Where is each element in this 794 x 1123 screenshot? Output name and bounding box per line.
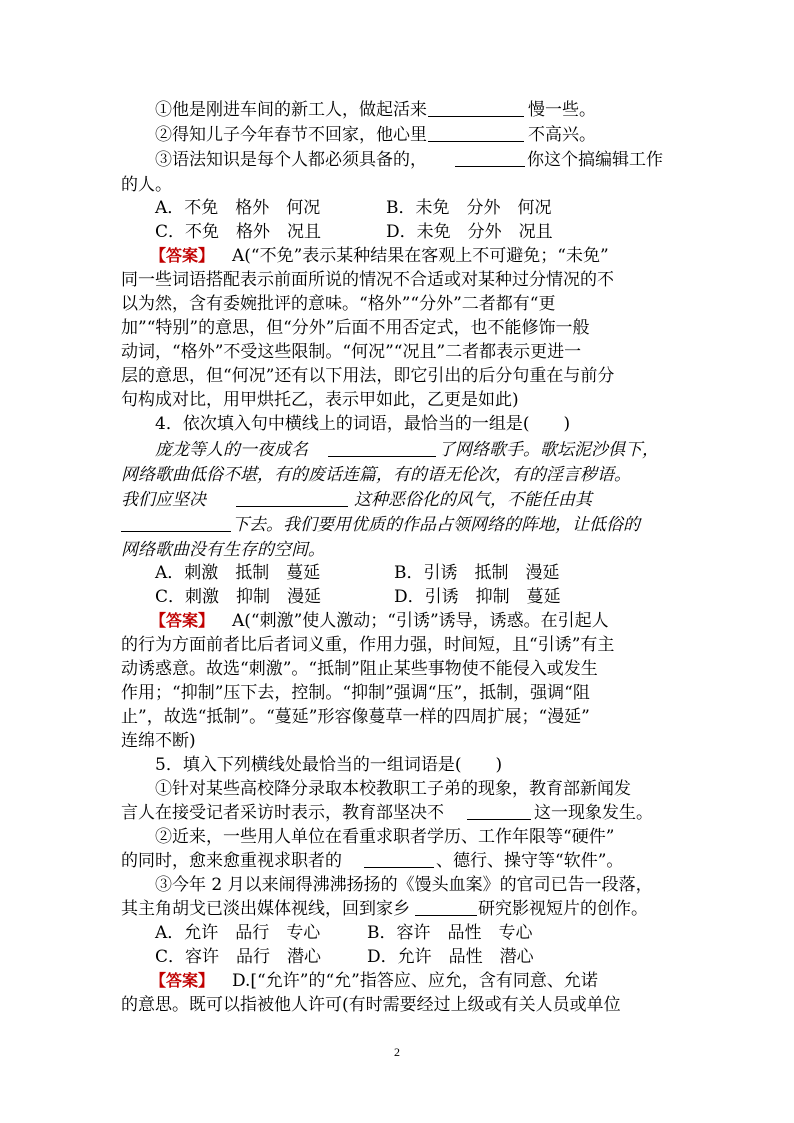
blank-line	[121, 513, 231, 532]
option-a: A．不免 格外 何况	[155, 198, 321, 218]
q4-stem: 4．依次填入句中横线上的词语，最恰当的一组是( )	[155, 414, 571, 434]
q5-answer-line-1: 【答案】 D.[“允许”的“允”指答应、应允，含有同意、允诺	[150, 971, 598, 991]
option-c: C．不免 格外 况且	[155, 222, 322, 242]
blank-line	[328, 438, 436, 457]
page-number: 2	[394, 1045, 400, 1059]
q4-passage-line-3: 我们应坚决 这种恶俗化的风气，不能任由其	[121, 490, 592, 510]
blank-line	[236, 488, 348, 507]
option-d: D．允许 品性 潜心	[367, 947, 534, 967]
q4-passage-line-4: 下去。我们要用优质的作品占领网络的阵地，让低俗的	[0, 513, 794, 537]
q5-sentence-3: ③今年 2 月以来闹得沸沸扬扬的《馒头血案》的官司已告一段落，	[155, 875, 653, 895]
blank-line	[428, 98, 524, 117]
q4-options-row-1	[0, 561, 794, 585]
q4-answer-line-5: 止”，故选“抵制”。“蔓延”形容像蔓草一样的四周扩展；“漫延”	[121, 707, 590, 727]
q3-sentence-3-cont: 的人。	[121, 175, 172, 195]
option-a: A．允许 品行 专心	[155, 923, 321, 943]
answer-tag: 【答案】	[150, 246, 215, 265]
q3-answer-line-3: 以为然，含有委婉批评的意味。“格外”“分外”二者都有“更	[121, 294, 556, 314]
q3-answer-line-1: 【答案】 A(“不免”表示某种结果在客观上不可避免；“未免”	[150, 246, 609, 266]
q5-sentence-3-cont: 其主角胡戈已淡出媒体视线，回到家乡 研究影视短片的创作。	[121, 899, 648, 919]
option-c: C．容许 品行 潜心	[155, 947, 322, 967]
q5-sentence-1: ①针对某些高校降分录取本校教职工子弟的现象，教育部新闻发	[155, 779, 631, 799]
q4-passage-line-2: 网络歌曲低俗不堪，有的废话连篇，有的语无伦次，有的淫言秽语。	[121, 465, 631, 485]
q5-options-row-1	[0, 921, 794, 945]
option-b: B．未免 分外 何况	[386, 198, 552, 218]
blank-line	[467, 801, 531, 820]
option-d: D．未免 分外 况且	[386, 222, 553, 242]
q3-sentence-2: ②得知儿子今年春节不回家，他心里 不高兴。	[155, 125, 596, 145]
q5-sentence-2-cont: 的同时，愈来愈重视求职者的 、德行、操守等“软件”。	[121, 851, 624, 871]
blank-line	[428, 123, 524, 142]
blank-line	[455, 148, 525, 167]
q3-sentence-1	[0, 98, 794, 122]
q3-options-row-1	[0, 196, 794, 220]
q3-answer-line-4: 加”“特别”的意思，但“分外”后面不用否定式，也不能修饰一般	[121, 318, 590, 338]
option-d: D．引诱 抑制 蔓延	[394, 587, 561, 607]
q3-sentence-3: ③语法知识是每个人都必须具备的， 你这个搞编辑工作	[155, 150, 663, 170]
option-c: C．刺激 抑制 漫延	[155, 587, 322, 607]
option-b: B．引诱 抵制 漫延	[394, 563, 560, 583]
q3-s1-tail: 慢一些。	[528, 100, 596, 120]
q5-answer-line-2: 的意思。既可以指被他人许可(有时需要经过上级或有关人员或单位	[121, 995, 621, 1015]
q4-passage-line-5: 网络歌曲没有生存的空间。	[121, 540, 325, 560]
option-a: A．刺激 抵制 蔓延	[155, 563, 321, 583]
q4-answer-line-3: 动诱惑意。故选“刺激”。“抵制”阻止某些事物使不能侵入或发生	[121, 659, 598, 679]
blank-line	[415, 897, 477, 916]
q3-answer-line-5: 动词，“格外”不受这些限制。“何况”“况且”二者都表示更进一	[121, 342, 582, 362]
q5-sentence-1-cont: 言人在接受记者采访时表示，教育部坚决不 这一现象发生。	[121, 803, 653, 823]
q4-answer-line-2: 的行为方面前者比后者词义重，作用力强，时间短，且“引诱”有主	[121, 635, 615, 655]
q3-answer-line-7: 句构成对比，用甲烘托乙，表示甲如此，乙更是如此)	[121, 390, 519, 410]
q4-passage-line-1: 庞龙等人的一夜成名 了网络歌手。歌坛泥沙俱下，	[155, 440, 659, 460]
answer-tag: 【答案】	[150, 611, 215, 630]
blank-line	[364, 849, 434, 868]
q4-answer-line-6: 连绵不断)	[121, 731, 196, 751]
q4-options-row-2	[0, 585, 794, 609]
q4-answer-line-4: 作用；“抑制”压下去，控制。“抑制”强调“压”，抵制，强调“阻	[121, 683, 590, 703]
q3-s1-text: ①他是刚进车间的新工人，做起活来	[155, 100, 427, 120]
q5-sentence-2: ②近来，一些用人单位在看重求职者学历、工作年限等“硬件”	[155, 827, 615, 847]
q3-answer-line-6: 层的意思，但“何况”还有以下用法，即它引出的后分句重在与前分	[121, 366, 615, 386]
q5-stem: 5．填入下列横线处最恰当的一组词语是( )	[155, 755, 503, 775]
answer-tag: 【答案】	[150, 971, 215, 990]
option-b: B．容许 品性 专心	[367, 923, 533, 943]
q5-options-row-2	[0, 945, 794, 969]
q3-answer-line-2: 同一些词语搭配表示前面所说的情况不合适或对某种过分情况的不	[121, 270, 614, 290]
q3-options-row-2	[0, 220, 794, 244]
q4-answer-line-1: 【答案】 A(“刺激”使人激动；“引诱”诱导，诱惑。在引起人	[150, 611, 609, 631]
